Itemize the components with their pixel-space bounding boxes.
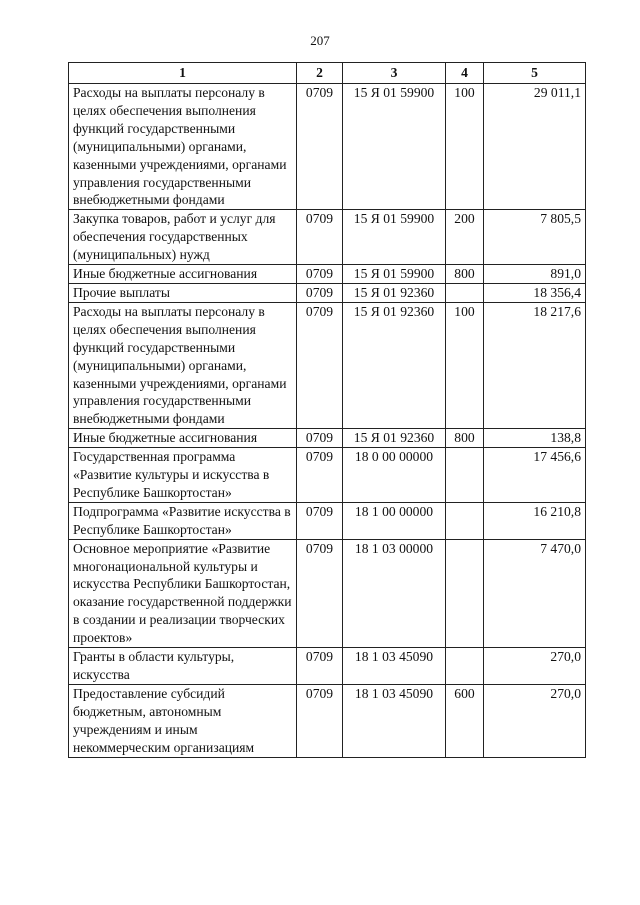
row-expense (446, 502, 484, 539)
row-section: 0709 (297, 84, 343, 210)
row-section: 0709 (297, 302, 343, 428)
row-article: 15 Я 01 92360 (343, 429, 446, 448)
row-article: 15 Я 01 92360 (343, 302, 446, 428)
header-col-1: 1 (69, 63, 297, 84)
row-expense: 600 (446, 684, 484, 757)
header-col-3: 3 (343, 63, 446, 84)
table-row (69, 429, 586, 448)
row-section: 0709 (297, 684, 343, 757)
row-amount: 18 217,6 (484, 302, 586, 428)
row-amount: 891,0 (484, 265, 586, 284)
row-article: 18 0 00 00000 (343, 448, 446, 503)
row-expense (446, 448, 484, 503)
table-row (69, 648, 586, 685)
table-row (69, 502, 586, 539)
row-amount: 270,0 (484, 648, 586, 685)
row-name: Иные бюджетные ассигнования (69, 265, 297, 284)
row-section: 0709 (297, 448, 343, 503)
row-name: Расходы на выплаты персоналу в целях обеспечения выполнения функций государственными (муниципальными) органами, казенными учреждениями, органами управления государственными внебюджетными фондами (69, 84, 297, 210)
row-section: 0709 (297, 539, 343, 647)
row-article: 18 1 03 00000 (343, 539, 446, 647)
row-expense: 200 (446, 210, 484, 265)
row-amount: 270,0 (484, 684, 586, 757)
row-expense (446, 283, 484, 302)
row-amount: 16 210,8 (484, 502, 586, 539)
table-row (69, 84, 586, 210)
budget-table (68, 62, 586, 758)
row-name: Гранты в области культуры, искусства (69, 648, 297, 685)
row-name: Расходы на выплаты персоналу в целях обеспечения выполнения функций государственными (муниципальными) органами, казенными учреждениями, органами управления государственными внебюджетными фондами (69, 302, 297, 428)
row-expense (446, 648, 484, 685)
row-expense: 800 (446, 265, 484, 284)
row-name: Основное мероприятие «Развитие многонациональной культуры и искусства Республики Башкортостан, оказание государственной поддержки в создании и реализации творческих проектов» (69, 539, 297, 647)
table-row (69, 302, 586, 428)
row-expense: 800 (446, 429, 484, 448)
header-row (69, 63, 586, 84)
table-row (69, 283, 586, 302)
table-row (69, 210, 586, 265)
row-name: Предоставление субсидий бюджетным, автономным учреждениям и иным некоммерческим организациям (69, 684, 297, 757)
row-name: Государственная программа «Развитие культуры и искусства в Республике Башкортостан» (69, 448, 297, 503)
row-section: 0709 (297, 429, 343, 448)
row-article: 15 Я 01 59900 (343, 265, 446, 284)
row-name: Иные бюджетные ассигнования (69, 429, 297, 448)
table-row (69, 265, 586, 284)
table-row (69, 539, 586, 647)
table-row (69, 448, 586, 503)
page-number: 207 (310, 33, 330, 48)
row-name: Закупка товаров, работ и услуг для обеспечения государственных (муниципальных) нужд (69, 210, 297, 265)
header-col-4: 4 (446, 63, 484, 84)
row-expense: 100 (446, 84, 484, 210)
row-amount: 29 011,1 (484, 84, 586, 210)
row-amount: 18 356,4 (484, 283, 586, 302)
row-article: 18 1 03 45090 (343, 684, 446, 757)
row-amount: 7 470,0 (484, 539, 586, 647)
row-expense (446, 539, 484, 647)
row-section: 0709 (297, 283, 343, 302)
table-row (69, 684, 586, 757)
row-expense: 100 (446, 302, 484, 428)
row-article: 18 1 03 45090 (343, 648, 446, 685)
row-name: Подпрограмма «Развитие искусства в Республике Башкортостан» (69, 502, 297, 539)
row-amount: 138,8 (484, 429, 586, 448)
header-col-2: 2 (297, 63, 343, 84)
row-section: 0709 (297, 648, 343, 685)
row-section: 0709 (297, 502, 343, 539)
row-article: 18 1 00 00000 (343, 502, 446, 539)
row-section: 0709 (297, 265, 343, 284)
header-col-5: 5 (484, 63, 586, 84)
row-article: 15 Я 01 59900 (343, 210, 446, 265)
row-section: 0709 (297, 210, 343, 265)
row-article: 15 Я 01 92360 (343, 283, 446, 302)
row-article: 15 Я 01 59900 (343, 84, 446, 210)
row-amount: 17 456,6 (484, 448, 586, 503)
row-amount: 7 805,5 (484, 210, 586, 265)
row-name: Прочие выплаты (69, 283, 297, 302)
